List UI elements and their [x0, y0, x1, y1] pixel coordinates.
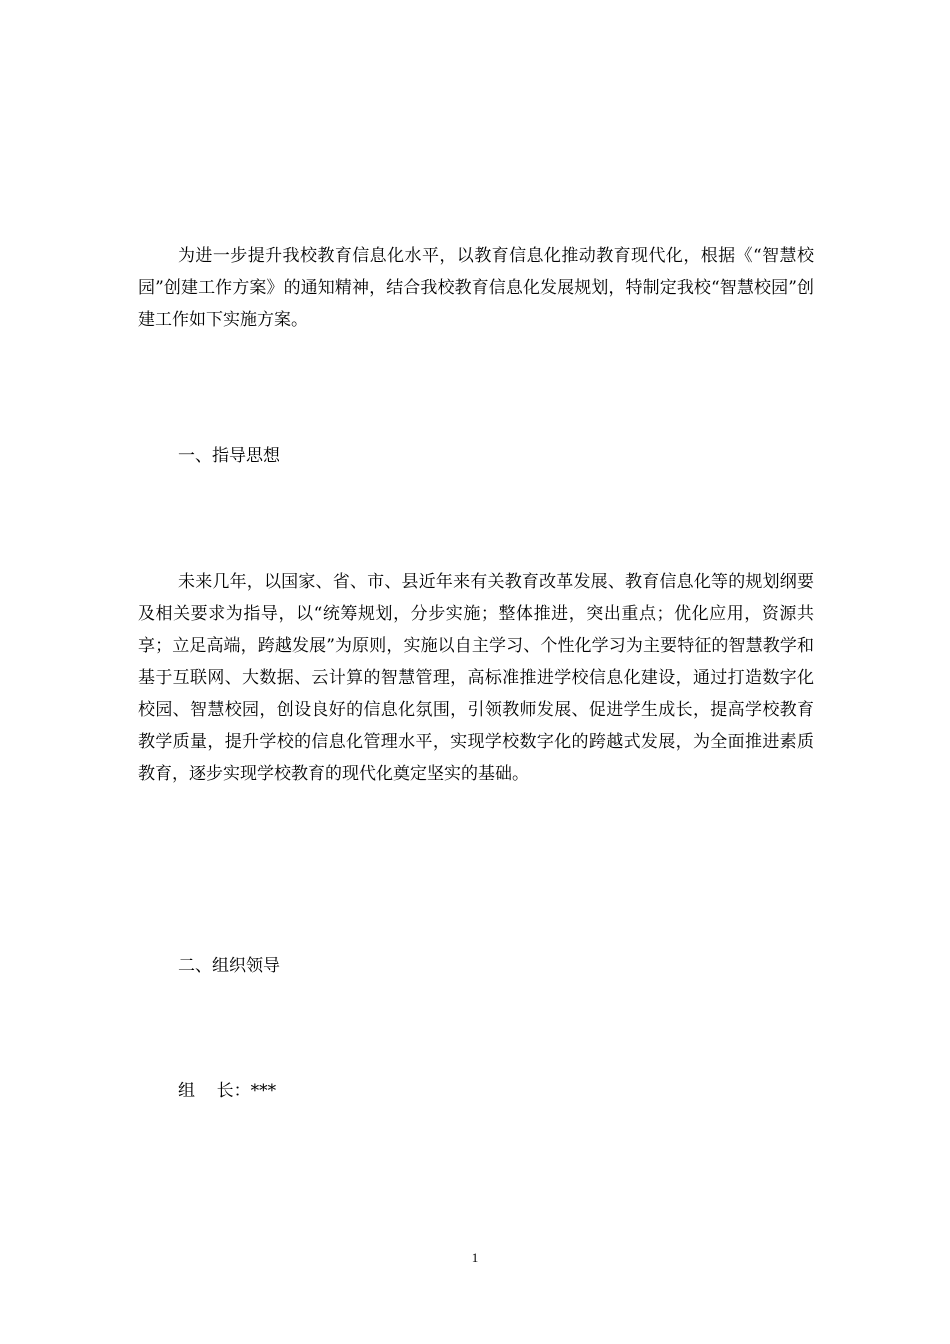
- guiding-ideology-paragraph: 未来几年，以国家、省、市、县近年来有关教育改革发展、教育信息化等的规划纲要及相关要求为指导，以“统筹规划，分步实施；整体推进，突出重点；优化应用，资源共享；立足高端，跨越发展”为原则，实施以自主学习、个性化学习为主要特征的智慧教学和基于互联网、大数据、云计算的智慧管理，高标准推进学校信息化建设，通过打造数字化校园、智慧校园，创设良好的信息化氛围，引领教师发展、促进学生成长，提高学校教育教学质量，提升学校的信息化管理水平，实现学校数字化的跨越式发展，为全面推进素质教育，逐步实现学校教育的现代化奠定坚实的基础。: [138, 572, 814, 784]
- intro-paragraph: 为进一步提升我校教育信息化水平，以教育信息化推动教育现代化，根据《“智慧校园”创建工作方案》的通知精神，结合我校教育信息化发展规划，特制定我校“智慧校园”创建工作如下实施方案。: [138, 246, 814, 330]
- section-heading-guiding-ideology: 一、指导思想: [178, 446, 280, 466]
- group-leader-line: 组 长：***: [178, 1081, 277, 1101]
- section-heading-organization: 二、组织领导: [178, 956, 280, 976]
- page-number: 1: [471, 1250, 479, 1265]
